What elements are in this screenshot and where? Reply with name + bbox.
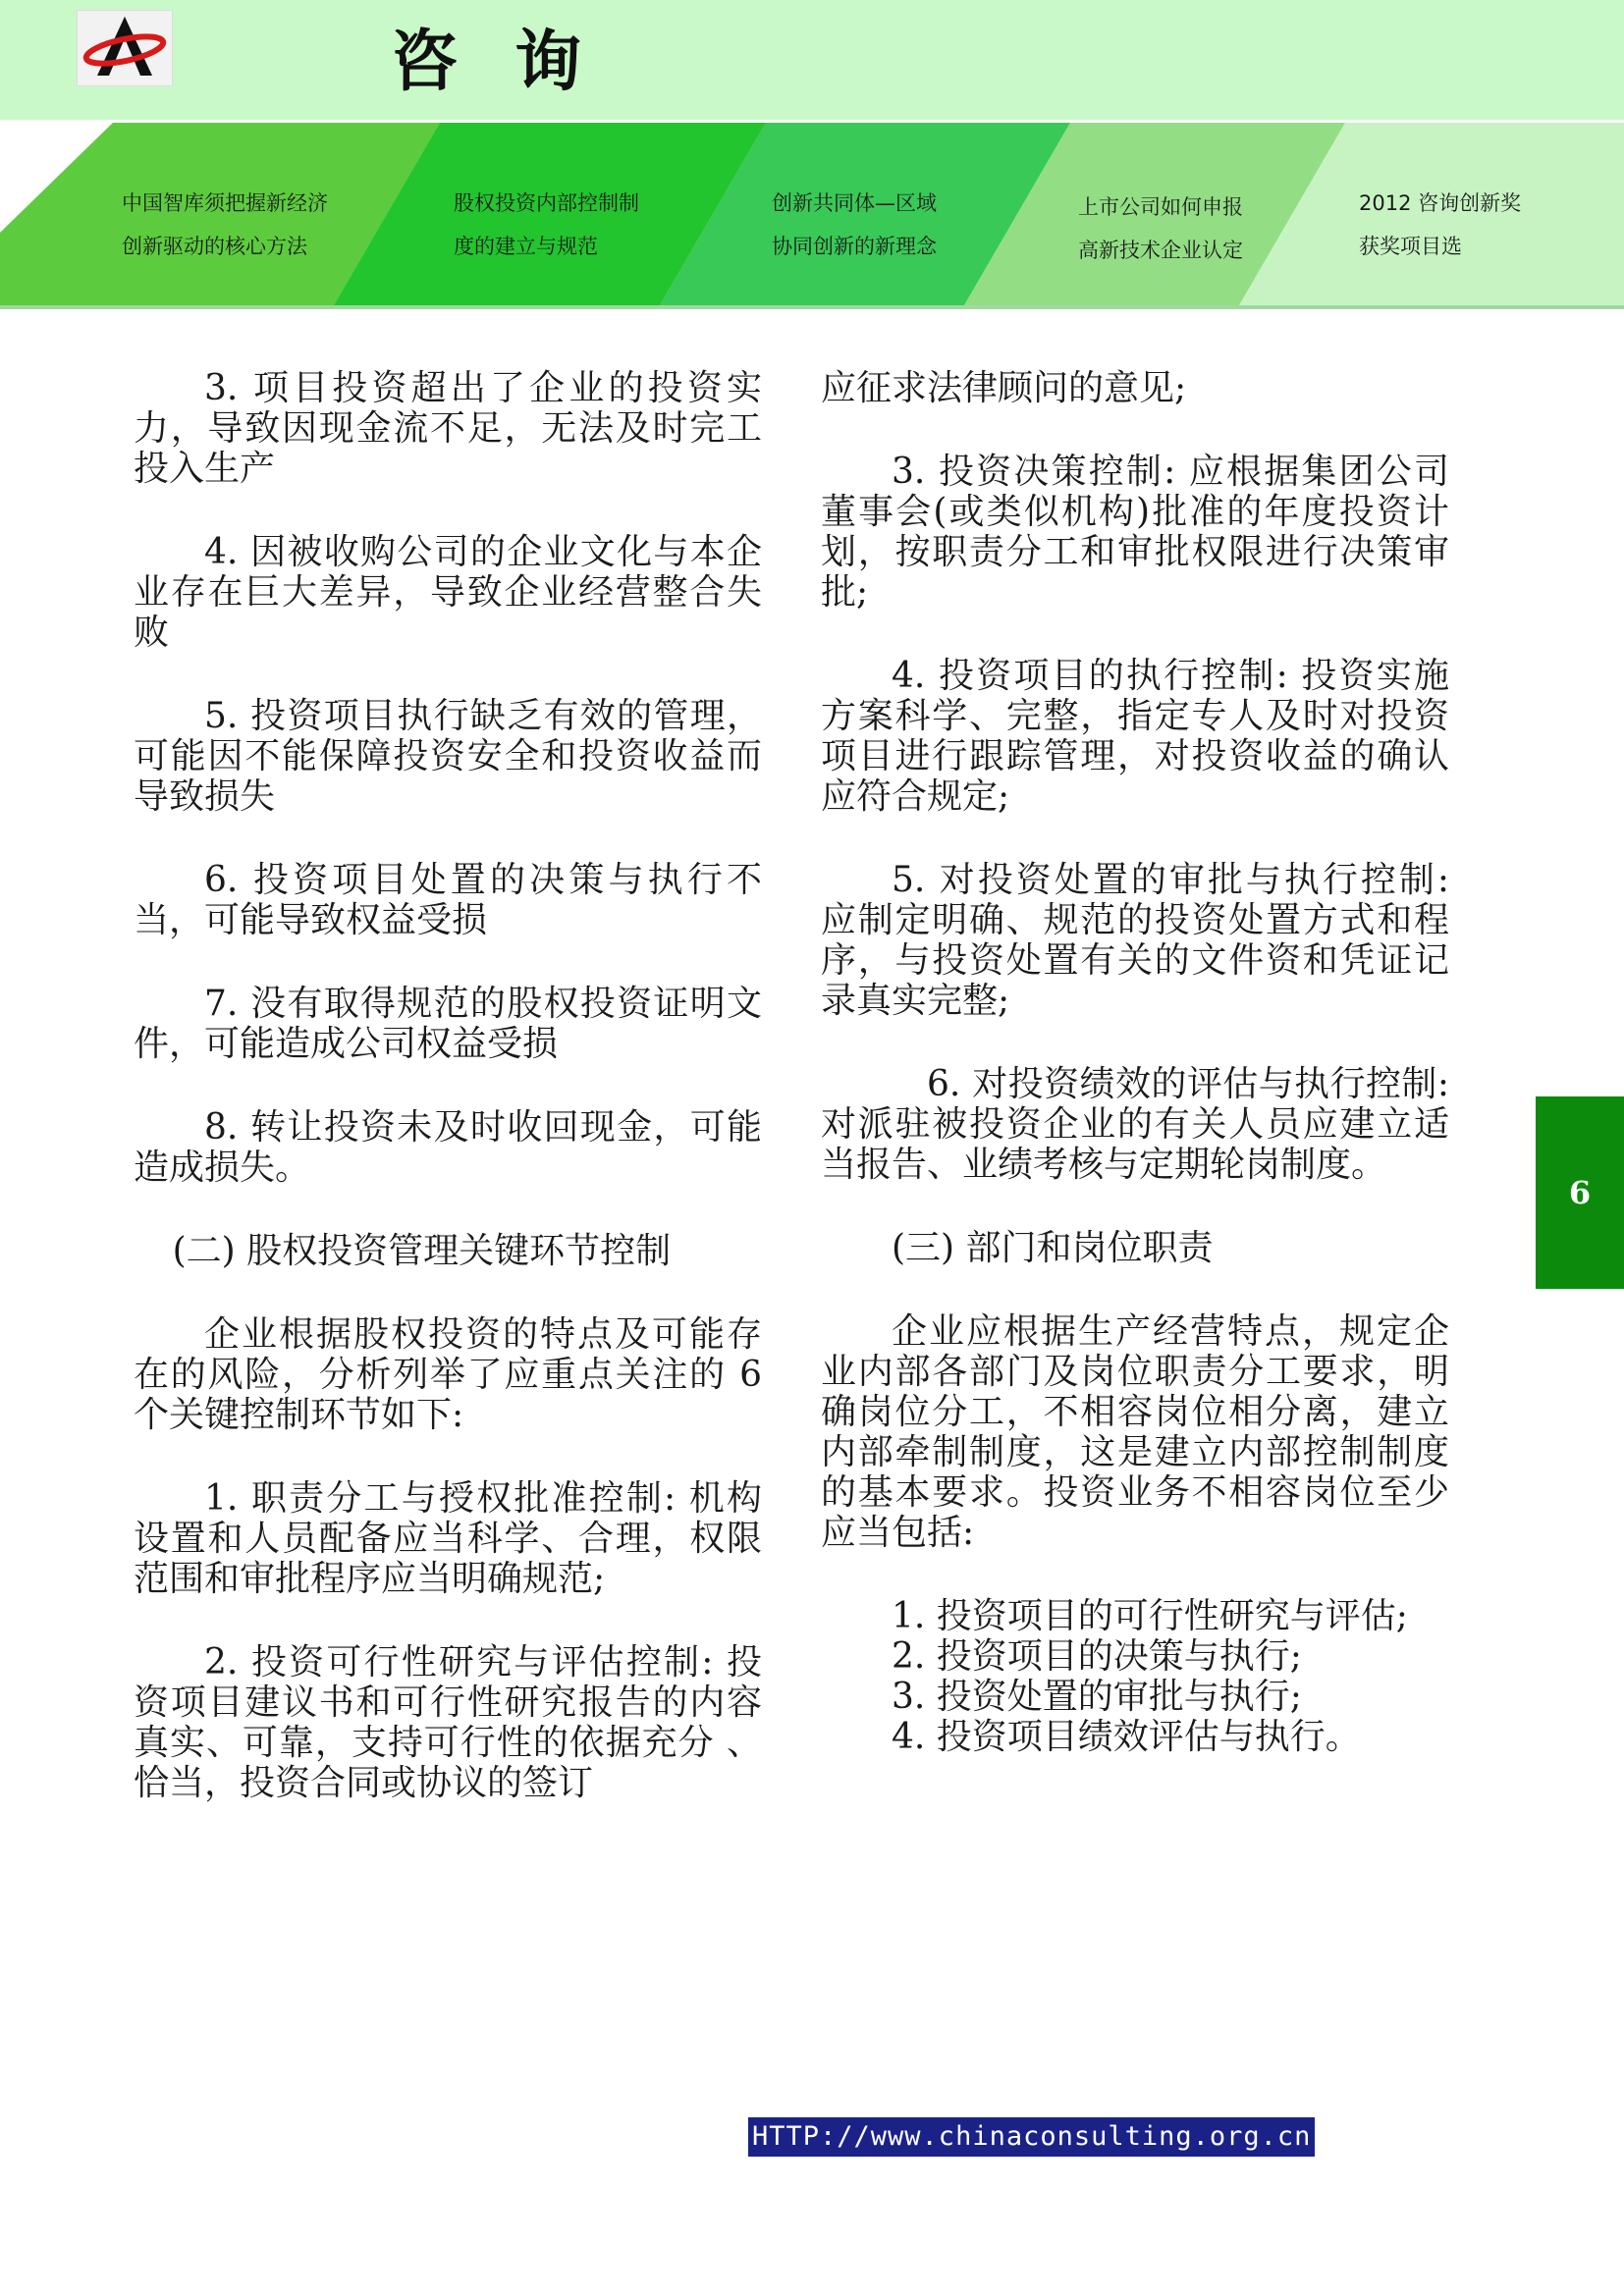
list-item: 4. 投资项目绩效评估与执行。 [892, 1717, 1361, 1757]
nav-item-1[interactable] [122, 182, 348, 268]
nav-item-2-line2: 度的建立与规范 [454, 235, 598, 258]
nav-item-5-line2: 获奖项目选 [1359, 235, 1462, 258]
section-heading: (三) 部门和岗位职责 [892, 1228, 1214, 1268]
paragraph: 6. 对投资绩效的评估与执行控制: 对派驻被投资企业的有关人员应建立适当报告、业绩考核与定期轮岗制度。 [821, 1064, 1449, 1185]
nav-item-4-line1: 上市公司如何申报 [1078, 195, 1243, 219]
nav-item-5-line1: 2012 咨询创新奖 [1359, 191, 1522, 215]
header-band [0, 0, 1624, 120]
paragraph: 5. 对投资处置的审批与执行控制: 应制定明确、规范的投资处置方式和程序，与投资处置有关的文件资和凭证记录真实完整; [821, 860, 1449, 1021]
nav-item-2-line1: 股权投资内部控制制 [454, 191, 639, 215]
paragraph: 1. 职责分工与授权批准控制: 机构设置和人员配备应当科学、合理，权限范围和审批程序应当明确规范; [134, 1478, 762, 1599]
logo [77, 10, 173, 86]
nav-item-3-line2: 协同创新的新理念 [772, 235, 937, 258]
right-column [821, 368, 1449, 1757]
paragraph-continuation: 应征求法律顾问的意见; [821, 368, 1187, 408]
nav-banner [0, 123, 1624, 309]
paragraph: 7. 没有取得规范的股权投资证明文件，可能造成公司权益受损 [134, 984, 762, 1064]
page-number-tab [1536, 1096, 1624, 1289]
paragraph: 4. 投资项目的执行控制: 投资实施方案科学、完整，指定专人及时对投资项目进行跟踪管理，对投资收益的确认应符合规定; [821, 656, 1449, 817]
nav-item-3[interactable] [772, 182, 998, 268]
paragraph: 6. 投资项目处置的决策与执行不当，可能导致权益受损 [134, 860, 762, 940]
paragraph: 3. 项目投资超出了企业的投资实力，导致因现金流不足，无法及时完工投入生产 [134, 368, 762, 489]
paragraph: 3. 投资决策控制: 应根据集团公司董事会(或类似机构)批准的年度投资计划，按职责分工和审批权限进行决策审批; [821, 452, 1449, 613]
nav-item-4[interactable] [1078, 186, 1304, 272]
page-title: 咨询 [391, 24, 639, 101]
website-link[interactable]: HTTP://www.chinaconsulting.org.cn [748, 2117, 1315, 2157]
list-item: 3. 投资处置的审批与执行; [892, 1677, 1302, 1717]
nav-item-1-line1: 中国智库须把握新经济 [122, 191, 328, 215]
paragraph: 企业根据股权投资的特点及可能存在的风险，分析列举了应重点关注的 6 个关键控制环节如下: [134, 1314, 762, 1435]
paragraph: 5. 投资项目执行缺乏有效的管理，可能因不能保障投资安全和投资收益而导致损失 [134, 696, 762, 817]
list-item: 2. 投资项目的决策与执行; [892, 1636, 1302, 1677]
left-column [134, 368, 762, 1846]
nav-item-2[interactable] [454, 182, 679, 268]
nav-item-5[interactable] [1359, 182, 1585, 268]
logo-a-icon [78, 11, 172, 85]
paragraph: 2. 投资可行性研究与评估控制: 投资项目建议书和可行性研究报告的内容真实、可靠，支持可行性的依据充分 、恰当，投资合同或协议的签订 [134, 1642, 762, 1803]
nav-item-3-line1: 创新共同体—区域 [772, 191, 937, 215]
list-item: 1. 投资项目的可行性研究与评估; [892, 1596, 1408, 1636]
nav-item-1-line2: 创新驱动的核心方法 [122, 235, 307, 258]
nav-item-4-line2: 高新技术企业认定 [1078, 239, 1243, 262]
paragraph: 企业应根据生产经营特点，规定企业内部各部门及岗位职责分工要求，明确岗位分工，不相容岗位相分离，建立内部牵制制度，这是建立内部控制制度的基本要求。投资业务不相容岗位至少应当包括: [821, 1311, 1449, 1553]
paragraph: 8. 转让投资未及时收回现金，可能造成损失。 [134, 1107, 762, 1188]
section-heading: (二) 股权投资管理关键环节控制 [172, 1231, 672, 1271]
page-number: 6 [1568, 1174, 1592, 1211]
paragraph: 4. 因被收购公司的企业文化与本企业存在巨大差异，导致企业经营整合失败 [134, 532, 762, 653]
